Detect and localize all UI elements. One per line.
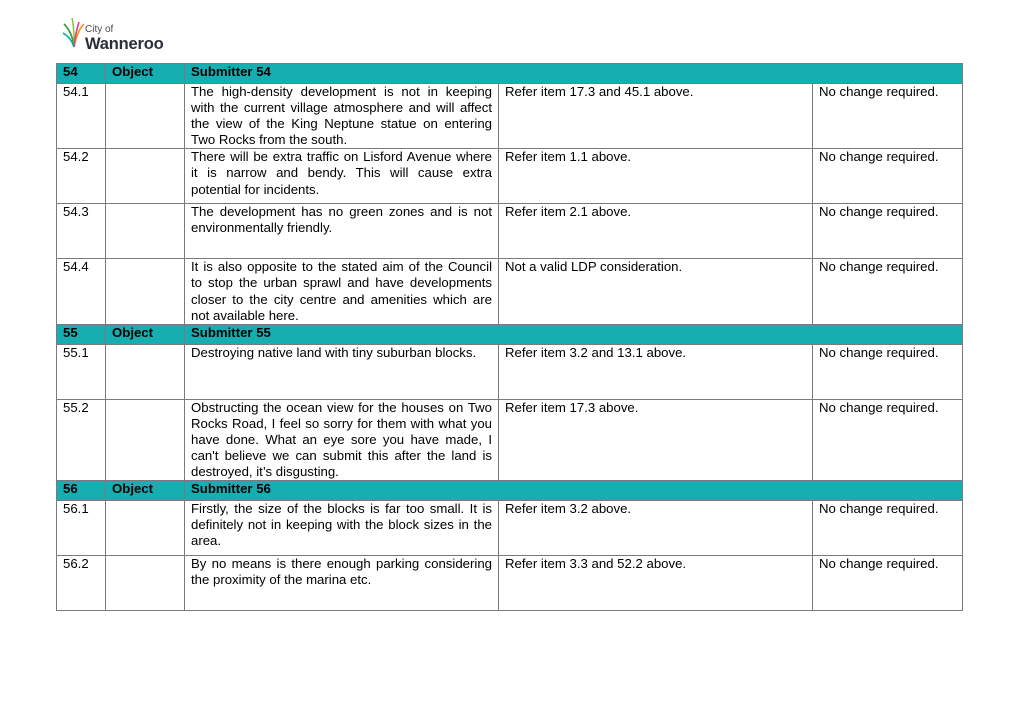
item-id: 54.2 — [57, 149, 106, 204]
response-cell: Refer item 3.3 and 52.2 above. — [499, 556, 813, 611]
submission-comment: There will be extra traffic on Lisford Avenue where it is narrow and bendy. This will cause extra potential for incidents. — [185, 149, 499, 204]
submitter-header-row — [57, 64, 963, 84]
empty-cell — [106, 149, 185, 204]
recommendation-cell: No change required. — [813, 344, 963, 399]
item-id: 56.1 — [57, 501, 106, 556]
empty-cell — [106, 204, 185, 259]
submissions-table — [56, 63, 963, 611]
recommendation-cell: No change required. — [813, 84, 963, 149]
item-id: 54.3 — [57, 204, 106, 259]
response-cell: Refer item 17.3 and 45.1 above. — [499, 84, 813, 149]
logo-name-text: Wanneroo — [85, 35, 164, 53]
submitter-title: Submitter 55 — [185, 324, 963, 344]
submission-comment: Obstructing the ocean view for the houses on Two Rocks Road, I feel so sorry for them with what you have done. What an eye sore you have made, I can't believe we can submit this after the land is destroyed, it’s disgusting. — [185, 399, 499, 480]
submitter-header-row — [57, 324, 963, 344]
item-id: 55.1 — [57, 344, 106, 399]
item-id: 56.2 — [57, 556, 106, 611]
table-row — [57, 84, 963, 149]
logo-city-text: City of — [85, 24, 114, 35]
empty-cell — [106, 344, 185, 399]
item-id: 54.1 — [57, 84, 106, 149]
table-row — [57, 501, 963, 556]
city-logo — [62, 14, 182, 56]
table-row — [57, 259, 963, 324]
item-id: 54.4 — [57, 259, 106, 324]
empty-cell — [106, 501, 185, 556]
response-cell: Not a valid LDP consideration. — [499, 259, 813, 324]
empty-cell — [106, 259, 185, 324]
recommendation-cell: No change required. — [813, 204, 963, 259]
submission-comment: The high-density development is not in keeping with the current village atmosphere and will affect the view of the King Neptune statue on entering Two Rocks from the south. — [185, 84, 499, 149]
submitter-number: 55 — [57, 324, 106, 344]
submitter-number: 54 — [57, 64, 106, 84]
response-cell: Refer item 17.3 above. — [499, 399, 813, 480]
submission-comment: The development has no green zones and is not environmentally friendly. — [185, 204, 499, 259]
submitter-title: Submitter 56 — [185, 481, 963, 501]
response-cell: Refer item 3.2 and 13.1 above. — [499, 344, 813, 399]
table-row — [57, 556, 963, 611]
empty-cell — [106, 399, 185, 480]
submission-comment: By no means is there enough parking considering the proximity of the marina etc. — [185, 556, 499, 611]
table-row — [57, 204, 963, 259]
empty-cell — [106, 84, 185, 149]
submission-type: Object — [106, 324, 185, 344]
recommendation-cell: No change required. — [813, 399, 963, 480]
submission-comment: Destroying native land with tiny suburban blocks. — [185, 344, 499, 399]
response-cell: Refer item 2.1 above. — [499, 204, 813, 259]
recommendation-cell: No change required. — [813, 501, 963, 556]
submission-comment: Firstly, the size of the blocks is far too small. It is definitely not in keeping with the block sizes in the area. — [185, 501, 499, 556]
recommendation-cell: No change required. — [813, 259, 963, 324]
table-row — [57, 344, 963, 399]
submission-comment: It is also opposite to the stated aim of the Council to stop the urban sprawl and have developments closer to the city centre and amenities which are not available here. — [185, 259, 499, 324]
table-row — [57, 149, 963, 204]
recommendation-cell: No change required. — [813, 149, 963, 204]
submitter-number: 56 — [57, 481, 106, 501]
table-row — [57, 399, 963, 480]
recommendation-cell: No change required. — [813, 556, 963, 611]
item-id: 55.2 — [57, 399, 106, 480]
empty-cell — [106, 556, 185, 611]
submission-type: Object — [106, 64, 185, 84]
response-cell: Refer item 3.2 above. — [499, 501, 813, 556]
submission-type: Object — [106, 481, 185, 501]
response-cell: Refer item 1.1 above. — [499, 149, 813, 204]
submitter-title: Submitter 54 — [185, 64, 963, 84]
submitter-header-row — [57, 481, 963, 501]
